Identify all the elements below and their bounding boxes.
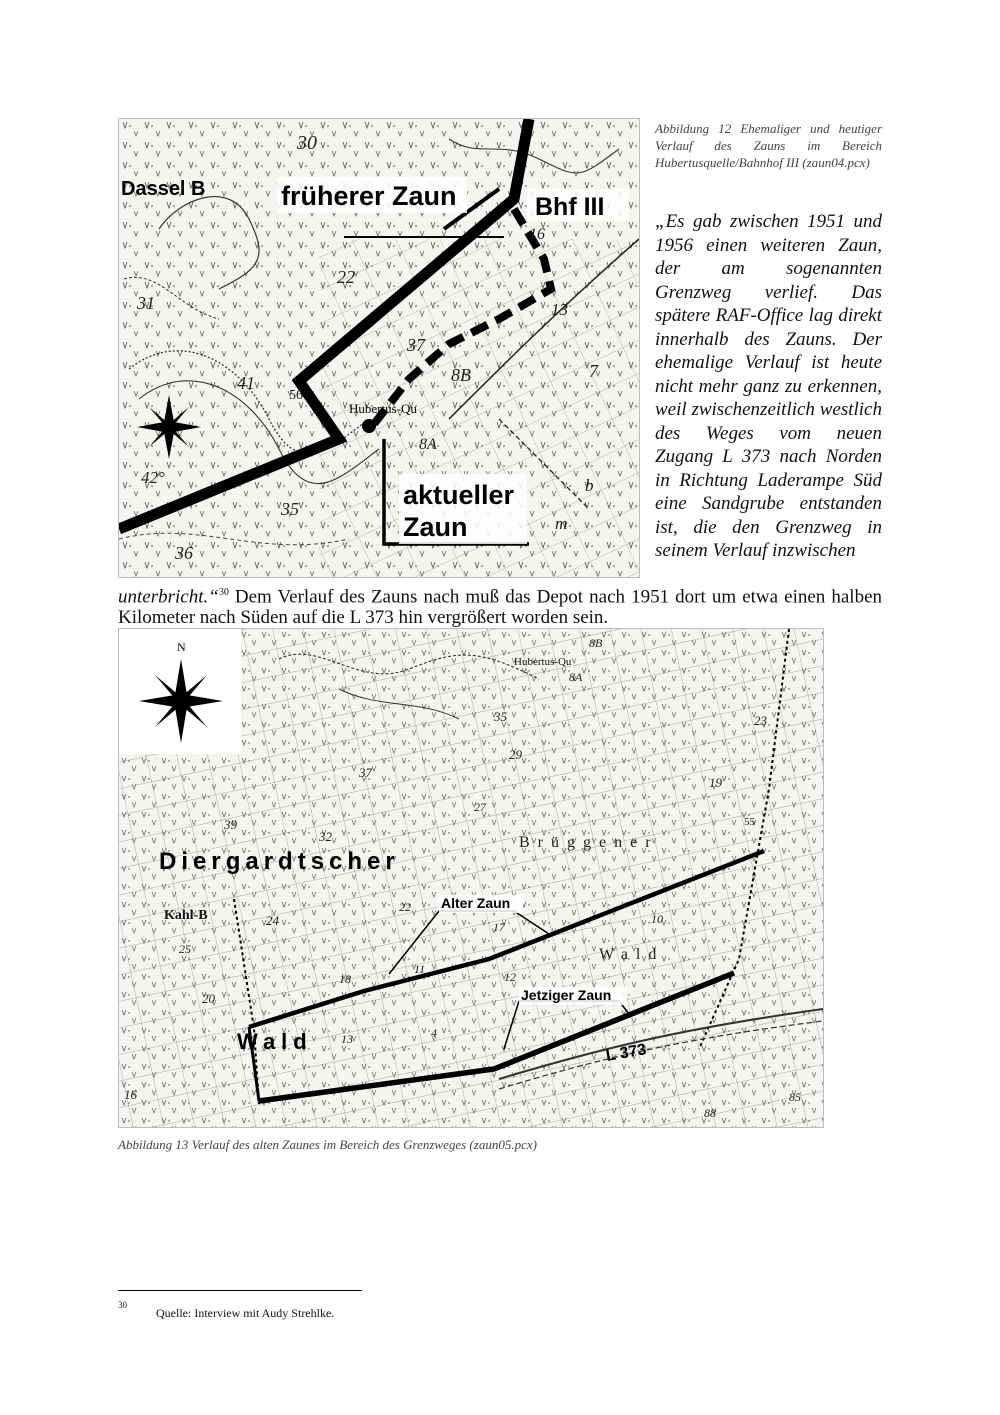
- svg-text:Wald: Wald: [599, 946, 665, 963]
- label-old-fence: Alter Zaun: [441, 895, 511, 911]
- svg-text:20: 20: [202, 991, 215, 1006]
- label-road: L 373: [604, 1041, 648, 1065]
- svg-text:13: 13: [551, 300, 568, 319]
- figure-13-caption: Abbildung 13 Verlauf des alten Zaunes im Bereich des Grenzweges (zaun05.pcx): [118, 1137, 537, 1152]
- continuation-text: Dem Verlauf des Zauns nach muß das Depot nach 1951 dort um etwa einen halben Kilometer nach Süden auf die L 373 hin vergrößert worden sein.: [118, 586, 883, 629]
- svg-text:35: 35: [281, 499, 299, 519]
- figure-13-map: [118, 628, 824, 1128]
- label-current-fence-2: Zaun: [403, 512, 468, 542]
- svg-text:22: 22: [337, 267, 355, 287]
- svg-text:22: 22: [399, 900, 411, 914]
- svg-text:Hubertus-Qu: Hubertus-Qu: [514, 656, 572, 668]
- figure-12-map: [118, 118, 640, 578]
- svg-text:32: 32: [319, 829, 332, 844]
- label-former-fence: früherer Zaun: [281, 181, 457, 211]
- svg-text:35: 35: [494, 709, 507, 724]
- figure-12-caption: Abbildung 12 Ehemaliger und heutiger Verlauf des Zauns im Bereich Hubertusquelle/Bahnhof III (zaun04.pcx): [655, 121, 882, 170]
- continuation-paragraph: [118, 582, 882, 628]
- svg-text:11: 11: [414, 962, 426, 976]
- svg-text:Dassel B: Dassel B: [121, 178, 206, 200]
- map-13-svg: [119, 629, 823, 1127]
- label-current-fence-1: aktueller: [403, 480, 515, 510]
- footnote-separator: [118, 1290, 362, 1291]
- svg-text:88: 88: [704, 1106, 716, 1120]
- svg-text:Hubertus-Qu: Hubertus-Qu: [349, 401, 417, 416]
- svg-text:8A: 8A: [419, 436, 437, 453]
- label-current-fence: Jetziger Zaun: [521, 987, 612, 1003]
- svg-text:12: 12: [504, 970, 516, 984]
- svg-text:10: 10: [651, 912, 663, 926]
- svg-text:56: 56: [289, 388, 303, 403]
- label-north: N: [177, 640, 186, 654]
- label-station: Bhf III: [535, 193, 605, 221]
- svg-text:8B: 8B: [589, 636, 603, 650]
- svg-text:18: 18: [339, 972, 351, 986]
- label-forest-word: Wald: [237, 1029, 313, 1054]
- svg-text:30: 30: [297, 132, 317, 154]
- svg-text:37: 37: [407, 335, 425, 355]
- svg-text:24: 24: [266, 913, 279, 928]
- svg-text:36: 36: [175, 543, 193, 563]
- svg-text:42°: 42°: [141, 468, 165, 487]
- svg-text:8A: 8A: [569, 670, 583, 684]
- svg-text:55: 55: [744, 816, 755, 828]
- svg-text:16: 16: [124, 1087, 137, 1102]
- map-12-svg: [119, 119, 639, 577]
- svg-text:31: 31: [137, 293, 155, 313]
- svg-text:7: 7: [589, 361, 598, 381]
- svg-text:Brüggener: Brüggener: [519, 834, 659, 851]
- svg-text:37: 37: [359, 765, 372, 780]
- svg-text:41: 41: [237, 373, 255, 393]
- svg-text:39: 39: [224, 817, 237, 832]
- svg-text:8B: 8B: [451, 365, 471, 385]
- svg-text:13: 13: [341, 1032, 353, 1046]
- svg-text:4: 4: [431, 1026, 437, 1040]
- footnote-number: 30: [118, 1300, 127, 1310]
- svg-text:16: 16: [529, 226, 545, 243]
- label-forest-name: Diergardtscher: [159, 848, 400, 875]
- svg-text:17: 17: [493, 920, 505, 934]
- svg-text:Kahl-B: Kahl-B: [164, 908, 208, 923]
- svg-text:b: b: [585, 476, 594, 495]
- quote-text: „Es gab zwischen 1951 und 1956 einen weiteren Zaun, der am sogenannten Grenzweg verlief. Das spätere RAF-Office lag direkt innerhalb des Zauns. Der ehemalige Verlauf ist heute nicht mehr ganz zu erkennen, weil zwischenzeitlich westlich des Weges vom neuen Zugang L 373 nach Norden in Richtung Laderampe Süd eine Sandgrube entstanden ist, die den Grenzweg in seinem Verlauf inzwischen: [655, 211, 882, 561]
- svg-text:m: m: [555, 514, 568, 533]
- svg-text:23: 23: [754, 713, 767, 728]
- quote-end-word: unterbricht.“: [118, 586, 219, 608]
- svg-text:29: 29: [509, 747, 522, 762]
- footnote-text: Quelle: Interview mit Audy Strehlke.: [156, 1306, 335, 1320]
- svg-text:27: 27: [474, 800, 486, 814]
- footnote-ref: 30: [218, 587, 229, 598]
- svg-text:85: 85: [789, 1090, 801, 1104]
- svg-text:25: 25: [179, 942, 191, 956]
- svg-text:19: 19: [709, 775, 722, 790]
